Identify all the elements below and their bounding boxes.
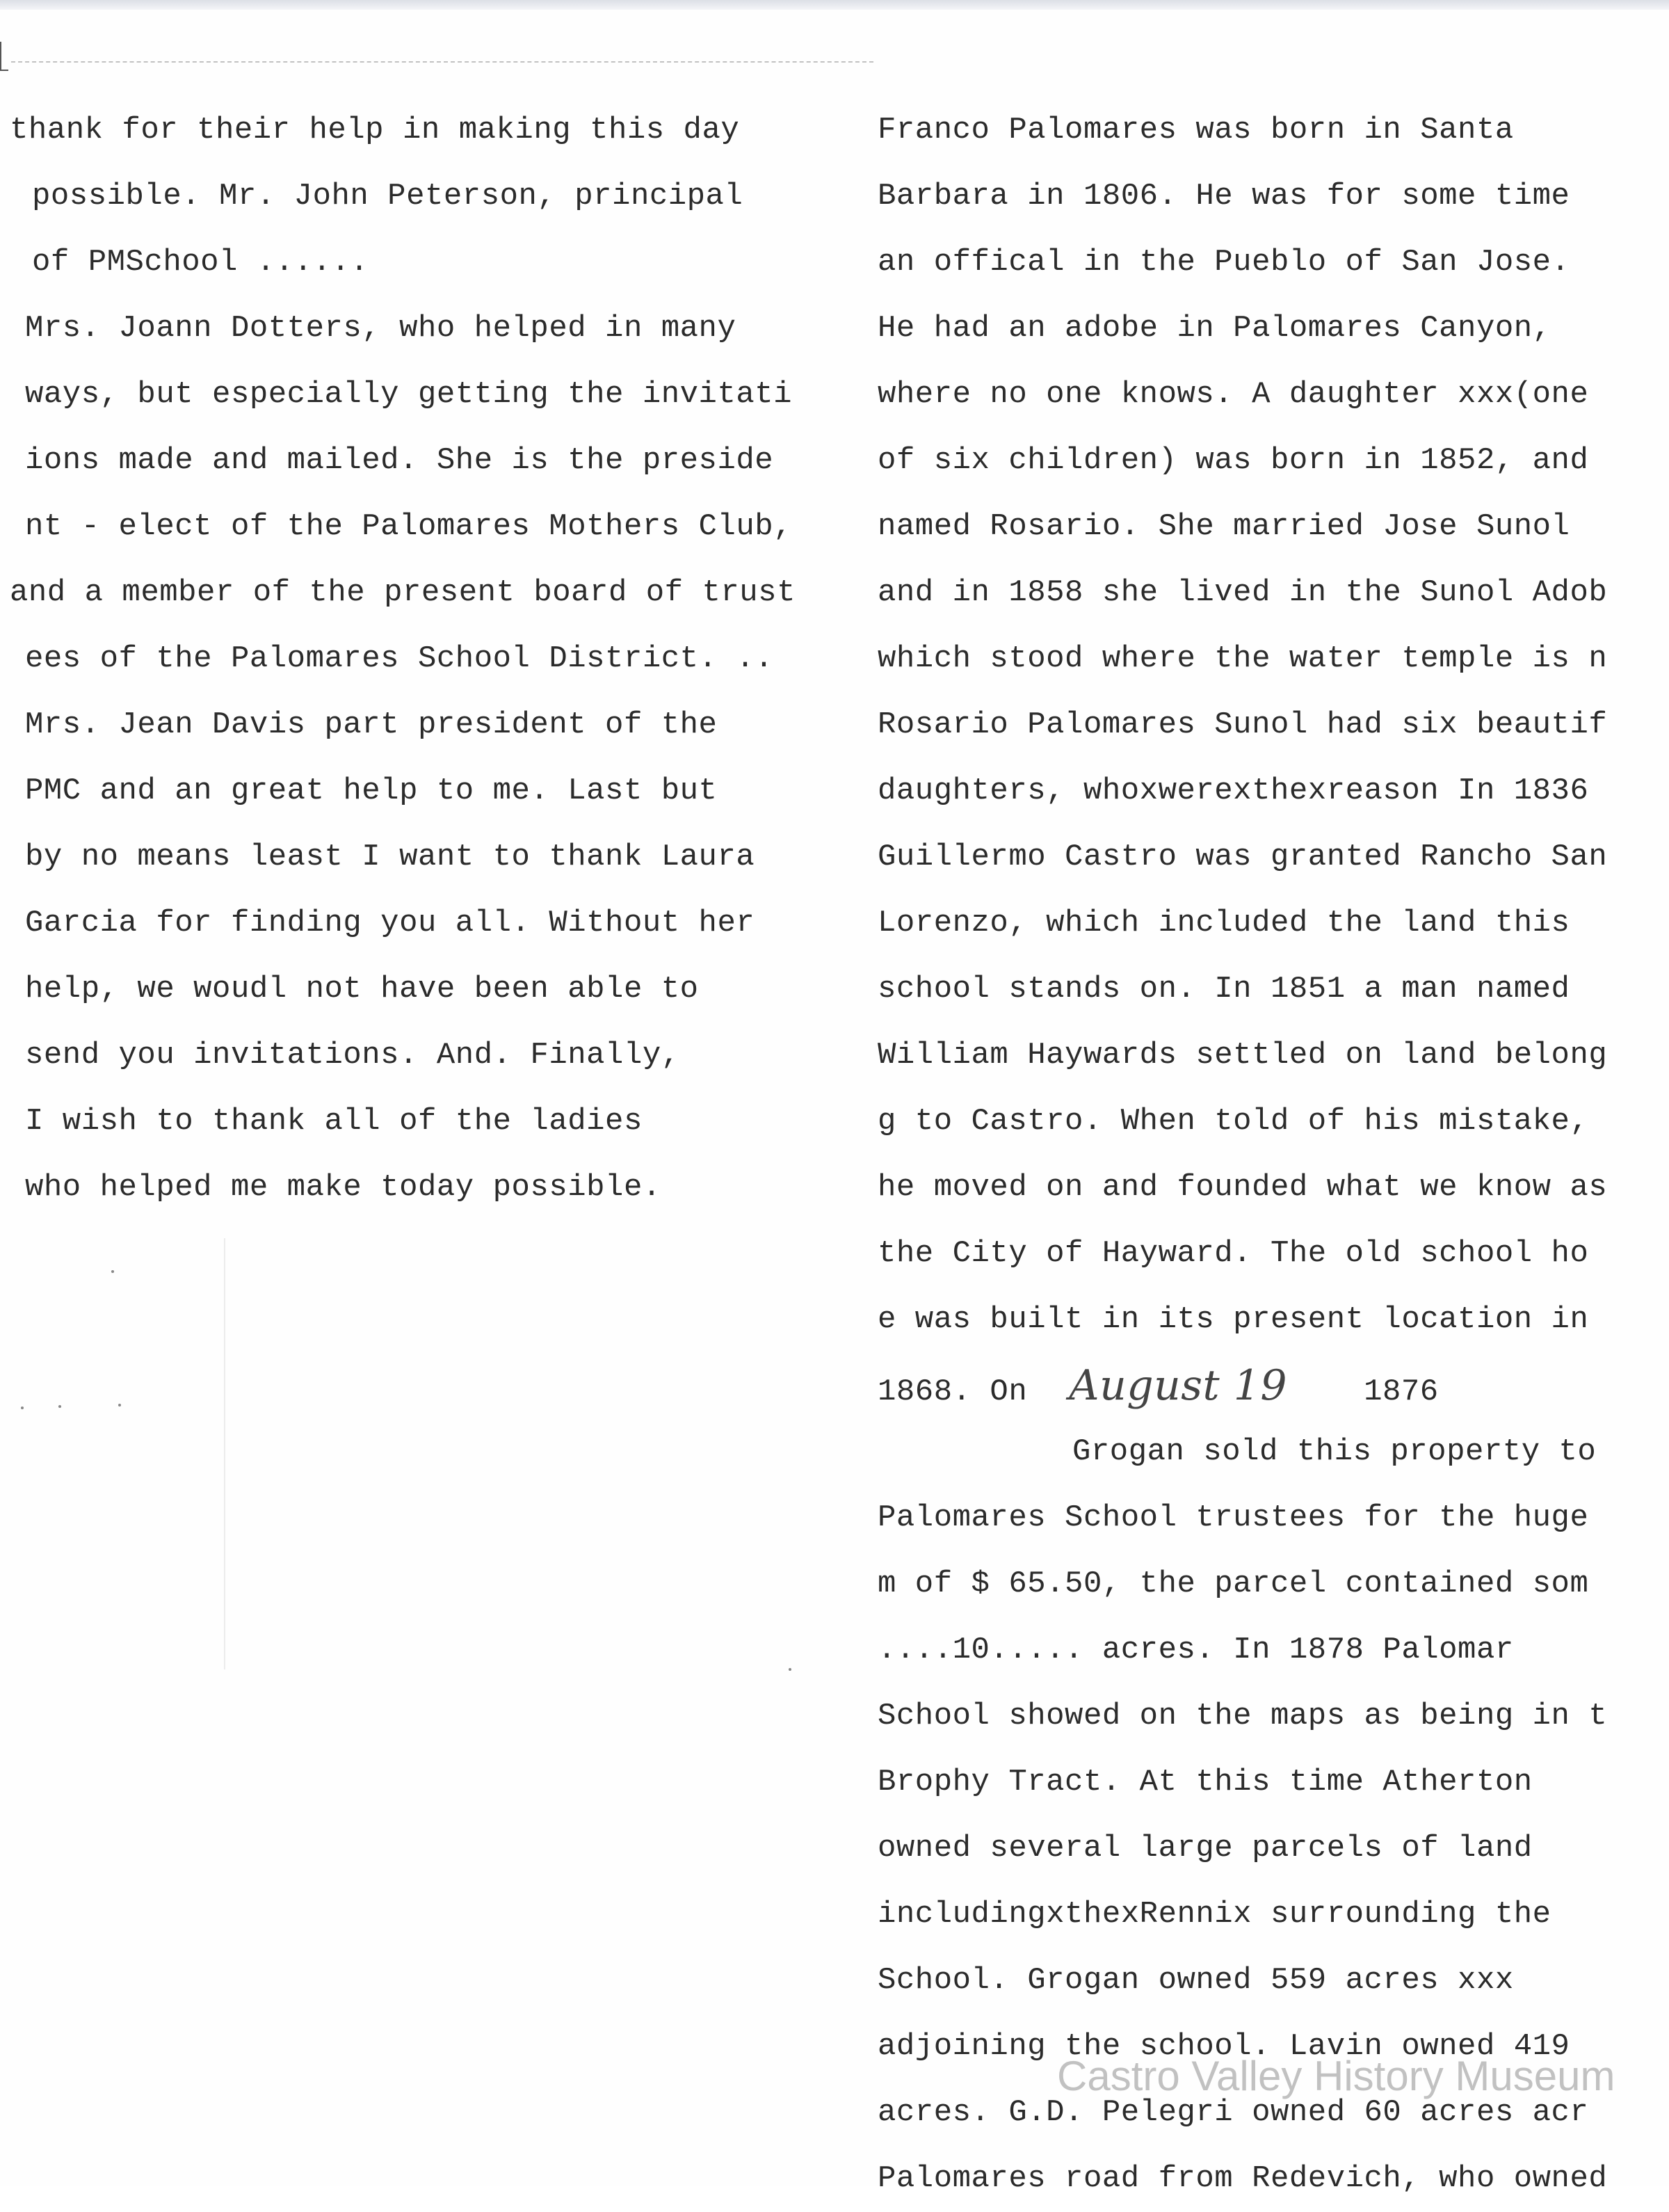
left-column	[10, 97, 851, 1221]
text-line: Mrs. Joann Dotters, who helped in many	[25, 311, 736, 346]
text-line: thank for their help in making this day	[10, 113, 740, 147]
text-line: adjoining the school. Lavin owned 419	[878, 2029, 1570, 2064]
handwritten-date: August 19	[1069, 1361, 1288, 1410]
text-line: ....10..... acres. In 1878 Palomar	[878, 1633, 1514, 1667]
text-line: named Rosario. She married Jose Sunol	[878, 509, 1570, 544]
text-line: Franco Palomares was born in Santa	[878, 113, 1514, 147]
text-line: he moved on and founded what we know as	[878, 1170, 1608, 1205]
text-line: He had an adobe in Palomares Canyon,	[878, 311, 1551, 346]
text-line: which stood where the water temple is n	[878, 641, 1608, 676]
text-line: School. Grogan owned 559 acres xxx	[878, 1963, 1514, 1998]
top-rule	[11, 61, 873, 63]
text-line: Palomares road from Redevich, who owned	[878, 2161, 1608, 2196]
museum-watermark: Castro Valley History Museum	[1057, 2053, 1615, 2099]
text-line: Rosario Palomares Sunol had six beautif	[878, 707, 1608, 742]
corner-mark	[0, 42, 8, 71]
text-line: who helped me make today possible.	[25, 1170, 661, 1205]
text-line: school stands on. In 1851 a man named	[878, 972, 1570, 1007]
scan-top-edge	[0, 0, 1669, 10]
text-line: an offical in the Pueblo of San Jose.	[878, 245, 1570, 280]
text-line: I wish to thank all of the ladies	[25, 1104, 643, 1139]
text-line: help, we woudl not have been able to	[25, 972, 699, 1007]
date-year: 1876	[1364, 1375, 1439, 1409]
text-line: Brophy Tract. At this time Atherton	[878, 1765, 1533, 1800]
text-line: possible. Mr. John Peterson, principal	[32, 179, 743, 214]
text-line: of six children) was born in 1852, and	[878, 443, 1589, 478]
text-line: the City of Hayward. The old school ho	[878, 1236, 1589, 1271]
stray-mark	[118, 1404, 121, 1406]
text-line: William Haywards settled on land belong	[878, 1038, 1608, 1073]
text-line: Guillermo Castro was granted Rancho San	[878, 840, 1608, 874]
text-line: where no one knows. A daughter xxx(one	[878, 377, 1589, 412]
text-line: send you invitations. And. Finally,	[25, 1038, 680, 1073]
text-line: owned several large parcels of land	[878, 1831, 1533, 1866]
text-line: Palomares School trustees for the huge	[878, 1500, 1589, 1535]
text-line: ways, but especially getting the invitati	[25, 377, 793, 412]
text-line: acres. G.D. Pelegri owned 60 acres acr	[878, 2095, 1589, 2130]
text-line: ions made and mailed. She is the preside	[25, 443, 774, 478]
stray-mark	[58, 1405, 61, 1408]
text-line: Mrs. Jean Davis part president of the	[25, 707, 718, 742]
text-line: includingxthexRennix surrounding the	[878, 1897, 1551, 1932]
date-line	[878, 1353, 1663, 1419]
text-line: and in 1858 she lived in the Sunol Adob	[878, 575, 1608, 610]
text-line: nt - elect of the Palomares Mothers Club,	[25, 509, 793, 544]
text-line: by no means least I want to thank Laura	[25, 840, 755, 874]
text-line: g to Castro. When told of his mistake,	[878, 1104, 1589, 1139]
text-line: School showed on the maps as being in t	[878, 1699, 1608, 1733]
stray-mark	[21, 1406, 24, 1409]
date-prefix: 1868. On	[878, 1375, 1028, 1409]
text-line: daughters, whoxwerexthexreason In 1836	[878, 774, 1589, 808]
text-line: PMC and an great help to me. Last but	[25, 774, 718, 808]
stray-mark	[111, 1270, 114, 1273]
text-line: and a member of the present board of trust	[10, 575, 796, 610]
text-line: Garcia for finding you all. Without her	[25, 906, 755, 940]
text-line: m of $ 65.50, the parcel contained som	[878, 1566, 1589, 1601]
text-line: Lorenzo, which included the land this	[878, 906, 1570, 940]
stray-mark	[789, 1668, 791, 1671]
text-line: e was built in its present location in	[878, 1302, 1589, 1337]
text-line: Grogan sold this property to	[1072, 1434, 1597, 1469]
right-column	[878, 97, 1663, 2212]
paper-fold	[224, 1238, 225, 1669]
text-line: Barbara in 1806. He was for some time	[878, 179, 1570, 214]
text-line: ees of the Palomares School District. ..	[25, 641, 774, 676]
text-line: of PMSchool ......	[32, 245, 369, 280]
